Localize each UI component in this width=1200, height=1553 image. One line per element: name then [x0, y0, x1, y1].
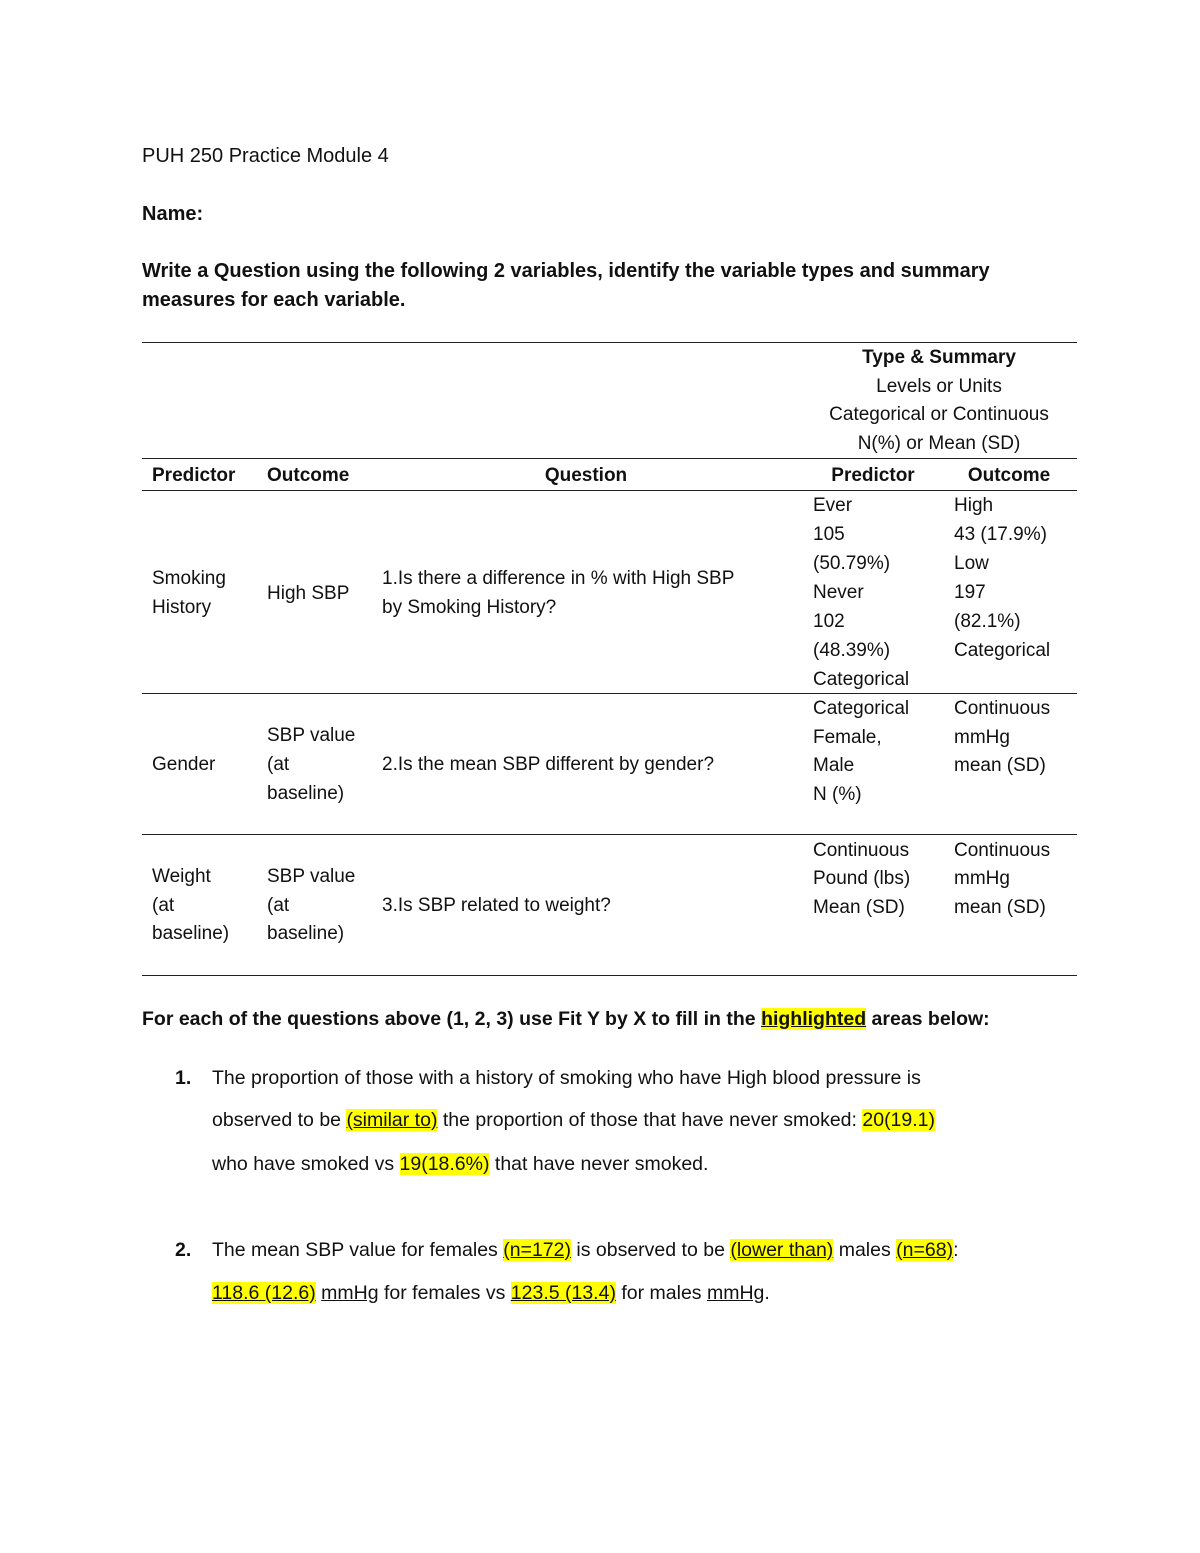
item2-blank-comparison: (lower than): [730, 1239, 834, 1261]
row-divider-1: [142, 693, 1077, 694]
group-header-summary: N(%) or Mean (SD): [857, 433, 1021, 454]
item1-line2: [212, 1099, 935, 1142]
item2-number: 2.: [175, 1239, 192, 1261]
row3-type-predictor-3: Mean (SD): [813, 897, 905, 918]
item2-text: .: [764, 1282, 770, 1304]
row2-type-outcome-2: mmHg: [954, 727, 1010, 748]
item2-line1: [212, 1229, 959, 1272]
row1-type-outcome-5: (82.1%): [954, 611, 1021, 632]
row-divider-2: [142, 834, 1077, 835]
column-header-question: Question: [544, 465, 628, 486]
row3-predictor-3: baseline): [152, 923, 230, 944]
row1-type-outcome-4: 197: [954, 582, 986, 603]
instruction-line-2: measures for each variable.: [142, 289, 406, 311]
item2-blank-female-n: (n=172): [503, 1239, 571, 1261]
item1-text: the proportion of those that have never smoked:: [437, 1109, 863, 1131]
group-header-type: Categorical or Continuous: [829, 404, 1049, 425]
item2-unit: mmHg: [706, 1282, 765, 1304]
item1-blank-never-value: 19(18.6%): [399, 1153, 490, 1175]
table-bottom-rule: [142, 975, 1077, 976]
item2-blank-male-mean: 123.5 (13.4): [510, 1282, 616, 1304]
row2-type-predictor-2: Female,: [813, 727, 882, 748]
row2-predictor: Gender: [152, 754, 216, 775]
document-title: PUH 250 Practice Module 4: [142, 145, 389, 167]
group-header-title: Type & Summary: [862, 347, 1016, 368]
item1-text: observed to be: [212, 1109, 347, 1131]
row2-question: 2.Is the mean SBP different by gender?: [382, 754, 715, 775]
item2-blank-female-mean: 118.6 (12.6): [212, 1282, 316, 1304]
column-header-type-predictor: Predictor: [831, 465, 915, 486]
item2-text: The mean SBP value for females: [212, 1239, 504, 1261]
row3-type-outcome-2: mmHg: [954, 868, 1010, 889]
name-label: Name:: [142, 203, 204, 225]
row2-outcome-2: (at: [267, 754, 290, 775]
row1-question-2: by Smoking History?: [382, 597, 557, 618]
instruction-line-1: Write a Question using the following 2 variables, identify the variable types and summary: [142, 260, 990, 282]
item2-unit: mmHg: [321, 1282, 379, 1304]
row1-predictor-1: Smoking: [152, 568, 226, 589]
row1-type-outcome-1: High: [954, 495, 994, 516]
item1-text: that have never smoked.: [489, 1153, 709, 1175]
row3-outcome-1: SBP value: [267, 866, 356, 887]
row2-type-predictor-1: Categorical: [813, 698, 910, 719]
item2-blank-male-n: (n=68): [896, 1239, 954, 1261]
column-header-predictor: Predictor: [152, 465, 236, 486]
header-bottom-rule: [142, 490, 1077, 491]
row1-type-outcome-6: Categorical: [954, 640, 1051, 661]
fill-instruction-text: For each of the questions above (1, 2, 3) use Fit Y by X to fill in the: [142, 1008, 762, 1030]
row3-outcome-3: baseline): [267, 923, 345, 944]
fill-instruction-tail: areas below:: [866, 1008, 990, 1030]
fill-instruction: [142, 1005, 990, 1033]
row2-type-outcome-1: Continuous: [954, 698, 1051, 719]
row2-outcome-3: baseline): [267, 783, 345, 804]
group-header-levels: Levels or Units: [876, 376, 1002, 397]
row1-type-predictor-5: 102: [813, 611, 845, 632]
item1-line1: The proportion of those with a history of smoking who have High blood pressure is: [212, 1067, 921, 1089]
row3-type-outcome-1: Continuous: [954, 840, 1051, 861]
fill-instruction-highlight: highlighted: [761, 1008, 867, 1030]
row3-predictor-1: Weight: [152, 866, 211, 887]
row3-type-predictor-1: Continuous: [813, 840, 910, 861]
item2-line2: [212, 1272, 770, 1315]
row2-type-outcome-3: mean (SD): [954, 755, 1046, 776]
item1-blank-comparison: (similar to): [346, 1109, 438, 1131]
row3-outcome-2: (at: [267, 895, 290, 916]
row1-type-predictor-7: Categorical: [813, 669, 910, 690]
item2-text: :: [953, 1239, 959, 1261]
item1-line3: [212, 1143, 708, 1186]
item1-blank-smoked-value: 20(19.1): [862, 1109, 936, 1131]
column-header-outcome: Outcome: [267, 465, 350, 486]
row3-type-predictor-2: Pound (lbs): [813, 868, 911, 889]
row3-type-outcome-3: mean (SD): [954, 897, 1046, 918]
table-top-rule: [142, 342, 1077, 343]
header-rule: [142, 458, 1077, 459]
item2-text: males: [833, 1239, 897, 1261]
row3-predictor-2: (at: [152, 895, 175, 916]
item1-text: who have smoked vs: [212, 1153, 400, 1175]
row2-type-predictor-3: Male: [813, 755, 855, 776]
row1-type-outcome-3: Low: [954, 553, 989, 574]
item2-text: for males: [615, 1282, 707, 1304]
row1-predictor-2: History: [152, 597, 212, 618]
row1-type-predictor-3: (50.79%): [813, 553, 891, 574]
item1-number: 1.: [175, 1067, 192, 1089]
row3-question: 3.Is SBP related to weight?: [382, 895, 611, 916]
row1-type-predictor-2: 105: [813, 524, 845, 545]
row2-outcome-1: SBP value: [267, 725, 356, 746]
row1-type-outcome-2: 43 (17.9%): [954, 524, 1047, 545]
row1-outcome: High SBP: [267, 583, 350, 604]
item2-text: is observed to be: [570, 1239, 731, 1261]
row1-question-1: 1.Is there a difference in % with High SBP: [382, 568, 735, 589]
row2-type-predictor-4: N (%): [813, 784, 862, 805]
row1-type-predictor-6: (48.39%): [813, 640, 891, 661]
row1-type-predictor-1: Ever: [813, 495, 853, 516]
row1-type-predictor-4: Never: [813, 582, 864, 603]
column-header-type-outcome: Outcome: [967, 465, 1051, 486]
item2-text: for females vs: [378, 1282, 511, 1304]
